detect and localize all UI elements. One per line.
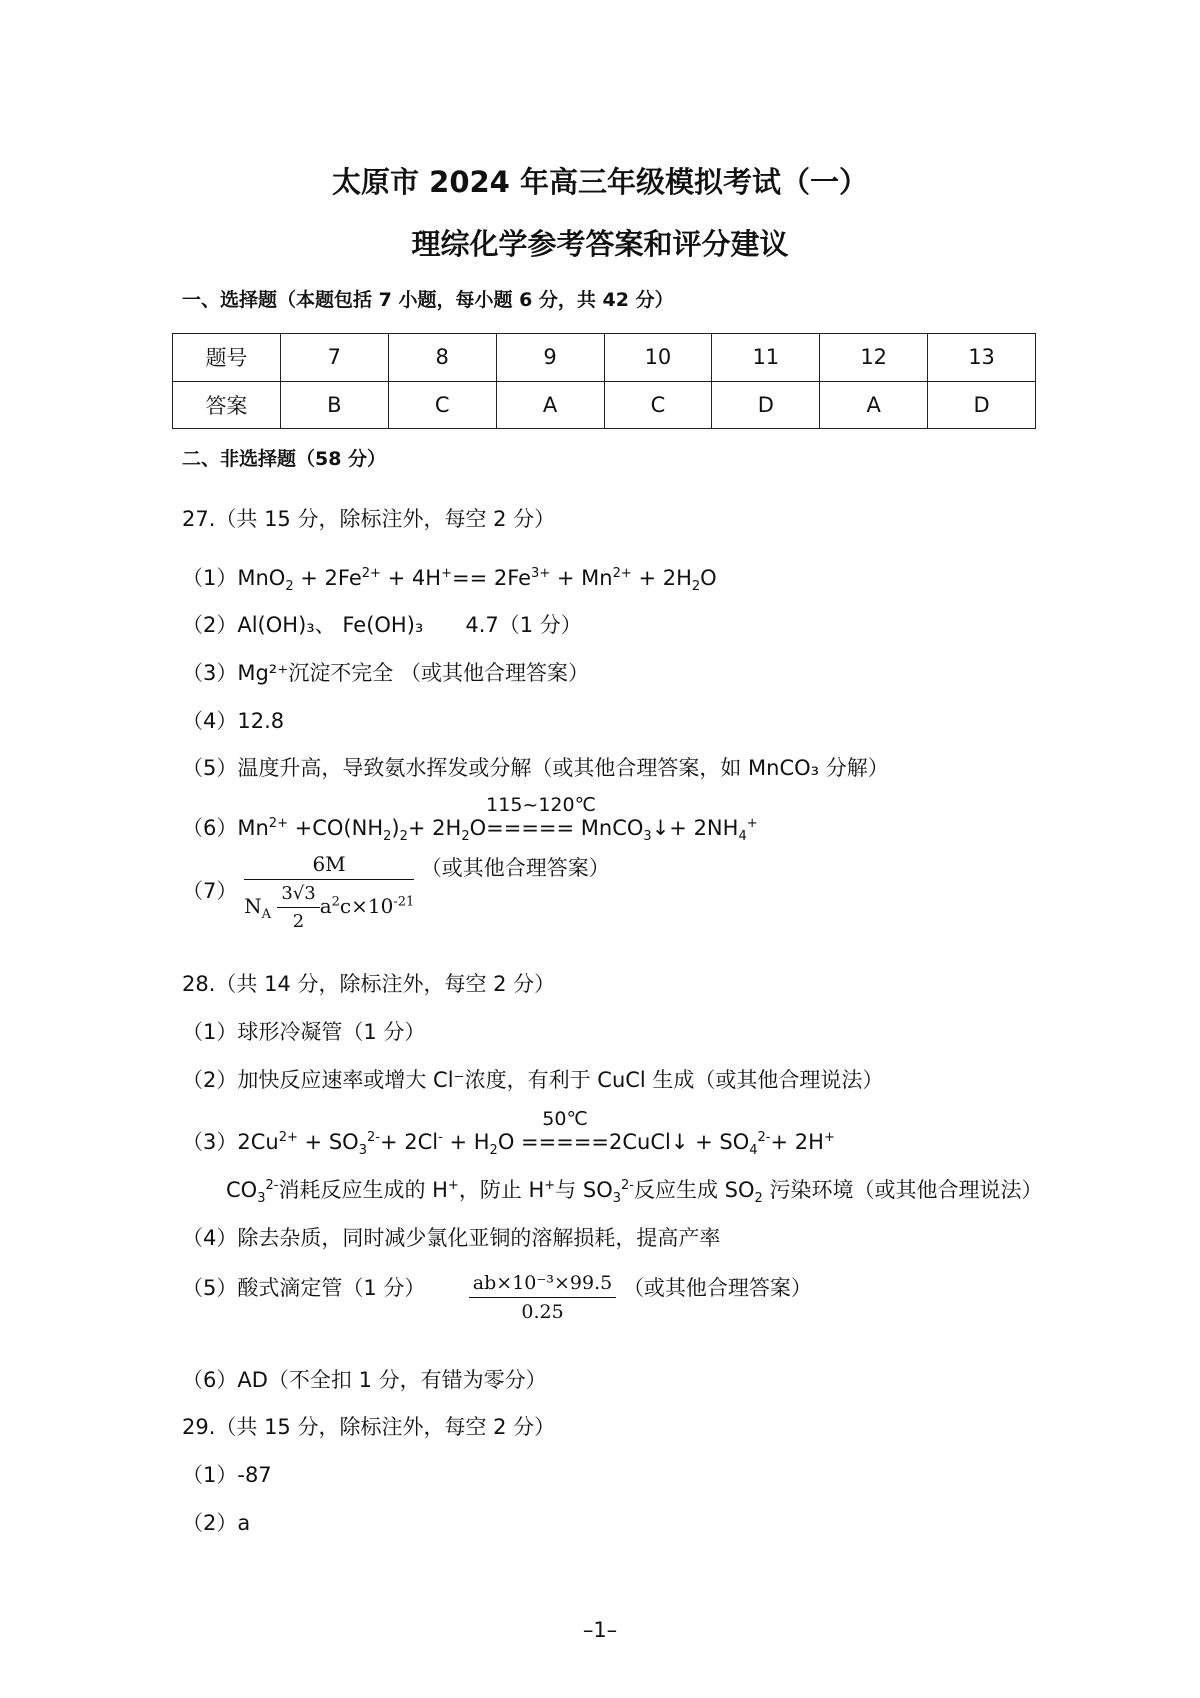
q28-answer-3-note: $CO_3^{2-}$消耗反应生成的 H+，防止 H+与 $SO_3^{2-}$反应生成 $SO_2$ 污染环境（或其他合理说法） [226, 1178, 1043, 1207]
q27-answer-3: （3）Mg²⁺沉淀不完全 （或其他合理答案） [182, 661, 589, 685]
q27-answer-2: （2）Al(OH)₃、 Fe(OH)₃ 4.7（1 分） [182, 613, 582, 637]
table-cell: C [604, 381, 712, 429]
table-cell: 9 [496, 334, 604, 382]
reaction-condition: 50℃ ===== [521, 1108, 610, 1154]
table-cell: C [388, 381, 496, 429]
q28-heading: 28.（共 14 分，除标注外，每空 2 分） [182, 972, 556, 996]
table-cell: 7 [280, 334, 388, 382]
section-nonchoice-heading: 二、非选择题（58 分） [182, 448, 387, 470]
q29-answer-2: （2）a [182, 1511, 251, 1535]
q27-answer-1: $(1)MnO_2 + 2Fe^{2+} + 4H^+== 2Fe^{3+} + Mn^{2+} + 2H_2O$ [182, 566, 717, 595]
q27-answer-6: $(6)Mn^{2+} +CO(NH_2)_2+ 2H_2O$ 115~120℃ ===== MnCO$_3$↓+ $2NH_4^+$ [182, 794, 758, 845]
table-cell: 12 [820, 334, 928, 382]
q27-answer-7: （7） 6M $N_A$ $\frac{3√3}{2}$ $a^2c\times 10^{-21}$ （或其他合理答案） [182, 852, 610, 932]
q28-answer-4: （4）除去杂质，同时减少氯化亚铜的溶解损耗，提高产率 [182, 1226, 721, 1250]
q29-answer-1: （1）-87 [182, 1463, 272, 1487]
page-subtitle: 理综化学参考答案和评分建议 [411, 227, 789, 261]
section-choice-heading: 一、选择题（本题包括 7 小题，每小题 6 分，共 42 分） [182, 289, 674, 311]
table-cell: D [712, 381, 820, 429]
page-number: –1– [582, 1618, 618, 1642]
q28-answer-5: （5）酸式滴定管（1 分） $\frac{\text{ab×10⁻³×99.5}}{0.25}$ （或其他合理答案） [182, 1272, 812, 1323]
table-header-cell: 题号 [173, 334, 281, 382]
table-header-cell: 答案 [173, 381, 281, 429]
q28-answer-2: （2）加快反应速率或增大 Cl⁻浓度，有利于 CuCl 生成（或其他合理说法） [182, 1068, 884, 1092]
table-cell: B [280, 381, 388, 429]
reaction-condition: 115~120℃ ===== [486, 794, 596, 840]
table-row [173, 334, 1036, 382]
q27-heading: 27.（共 15 分，除标注外，每空 2 分） [182, 507, 556, 531]
q27-answer-5: （5）温度升高，导致氨水挥发或分解（或其他合理答案，如 MnCO₃ 分解） [182, 756, 889, 780]
table-cell: 11 [712, 334, 820, 382]
q28-answer-6: （6）AD（不全扣 1 分，有错为零分） [182, 1368, 547, 1392]
table-cell: D [928, 381, 1036, 429]
table-cell: A [820, 381, 928, 429]
q29-heading: 29.（共 15 分，除标注外，每空 2 分） [182, 1415, 556, 1439]
table-cell: 10 [604, 334, 712, 382]
formula-fraction: 6M $N_A$ $\frac{3√3}{2}$ $a^2c\times 10^{-21}$ [244, 852, 415, 932]
q28-answer-1: （1）球形冷凝管（1 分） [182, 1020, 426, 1044]
answer-table [172, 333, 1036, 429]
table-cell: A [496, 381, 604, 429]
q28-answer-3: $(3)2Cu^{2+} + SO_3^{2-}+ 2Cl^- + H_2O$ 50℃ =====2CuCl↓ + $SO_4^{2-}+ 2H^+$ [182, 1108, 835, 1159]
formula-fraction: $\frac{\text{ab×10⁻³×99.5}}{0.25}$ [469, 1272, 616, 1323]
page-title: 太原市 2024 年高三年级模拟考试（一） [332, 165, 868, 199]
table-row [173, 381, 1036, 429]
table-cell: 13 [928, 334, 1036, 382]
q27-answer-4: （4）12.8 [182, 709, 285, 733]
table-cell: 8 [388, 334, 496, 382]
